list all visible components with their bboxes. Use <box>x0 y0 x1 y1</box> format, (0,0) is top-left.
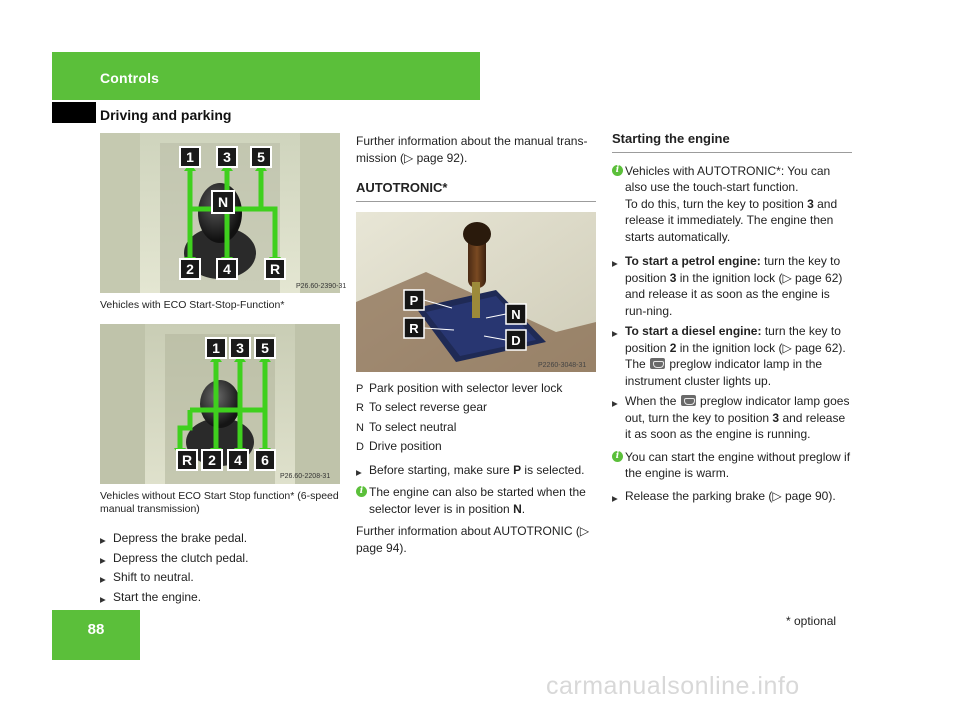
info-text: To do this, turn the key to position 3 and release it immediately. The engine then starts automatically. <box>625 196 838 244</box>
figure-code: P26.60-2390-31 <box>296 283 347 290</box>
heading-autotronic: AUTOTRONIC* <box>356 180 596 202</box>
preglow-icon <box>650 358 665 369</box>
position-list <box>356 380 596 456</box>
column-autotronic <box>356 133 596 560</box>
position-key: D <box>356 441 364 453</box>
figure-code: P26.60-2208-31 <box>280 473 331 480</box>
position-row <box>356 380 596 398</box>
position-label: D <box>511 332 521 348</box>
info-note: i The engine can also be started when the selector lever is in position N. <box>356 484 596 517</box>
info-icon: i <box>356 486 367 497</box>
gear-label: 1 <box>212 340 220 356</box>
info-note <box>612 163 852 246</box>
figure-caption: Vehicles with ECO Start-Stop-Function* <box>100 299 285 311</box>
section-marker <box>52 102 96 123</box>
step-item: ▶ Shift to neutral. <box>100 569 340 586</box>
step-item: ▶ Before starting, make sure P is selected. <box>356 462 596 479</box>
info-text: You can start the engine without preglow if the engine is warm. <box>625 449 851 480</box>
column-starting-engine <box>612 131 852 507</box>
subsection-title: Driving and parking <box>100 107 232 123</box>
position-key: R <box>356 402 364 414</box>
footnote: * optional <box>786 614 837 628</box>
info-note <box>612 449 852 482</box>
position-label: N <box>511 306 521 322</box>
info-icon: i <box>612 165 623 176</box>
shift-diagram-6speed <box>100 324 340 484</box>
step-preglow: ▶ When the preglow indicator lamp goes out, turn the key to position 3 and release it as soon as the engine is running. <box>612 393 852 443</box>
step-diesel: ▶ To start a diesel engine: turn the key to position 2 in the ignition lock (▷ page 62). The preglow indicator lamp in the instrument cluster lights up. <box>612 323 852 389</box>
selector-lever-photo <box>356 212 596 372</box>
position-key: N <box>356 421 364 434</box>
info-text: Vehicles with AUTOTRONIC*: You can also use the touch-start function. <box>625 163 831 194</box>
step-item: ▶ Start the engine. <box>100 589 340 606</box>
paragraph-manual-ref: Further information about the manual trans-mission (▷ page 92). <box>356 134 588 165</box>
position-label: R <box>409 320 419 336</box>
position-text: To select reverse gear <box>369 400 488 414</box>
step-petrol: ▶ To start a petrol engine: turn the key to position 3 in the ignition lock (▷ page 62) and release it as soon as the engine is run-ning. <box>612 253 852 319</box>
heading-starting-engine: Starting the engine <box>612 131 852 153</box>
preglow-icon <box>681 395 696 406</box>
gear-label: 3 <box>223 149 231 165</box>
gear-label: 5 <box>261 340 269 356</box>
step-item: ▶ Depress the clutch pedal. <box>100 550 340 567</box>
position-row <box>356 419 596 437</box>
page-number: 88 <box>87 621 105 638</box>
gear-label: R <box>269 261 281 277</box>
position-text: Drive position <box>369 439 442 453</box>
paragraph-autotronic-ref: Further information about AUTOTRONIC (▷ page 94). <box>356 524 590 555</box>
position-row <box>356 438 596 456</box>
column-manual <box>100 133 347 608</box>
figure-autotronic-selector <box>356 212 596 372</box>
gear-label: 5 <box>257 149 265 165</box>
gear-label: 4 <box>234 452 242 468</box>
position-text: Park position with selector lever lock <box>369 380 563 395</box>
gear-label: 1 <box>186 149 194 165</box>
step-release-brake: ▶ Release the parking brake (▷ page 90). <box>612 488 852 505</box>
gear-label: R <box>181 452 193 468</box>
position-label: P <box>409 292 419 308</box>
gear-label: 3 <box>236 340 244 356</box>
step-list <box>100 530 340 605</box>
position-row <box>356 399 596 417</box>
info-icon: i <box>612 451 623 462</box>
gear-label: 2 <box>186 261 194 277</box>
position-key: P <box>356 382 364 395</box>
position-text: To select neutral <box>369 419 457 434</box>
figure-caption: Vehicles without ECO Start Stop function* (6-speed manual transmission) <box>100 490 339 515</box>
gear-label: N <box>217 194 229 210</box>
figure-code: P2260-3048-31 <box>538 361 587 369</box>
step-item: ▶ Depress the brake pedal. <box>100 530 340 547</box>
section-title: Controls <box>100 70 160 86</box>
gear-label: 6 <box>261 452 269 468</box>
figure-eco-shift-pattern <box>100 133 347 293</box>
watermark: carmanualsonline.info <box>546 672 800 700</box>
shift-diagram-eco <box>100 133 347 293</box>
gear-label: 4 <box>223 261 231 277</box>
figure-6speed-shift-pattern <box>100 324 340 484</box>
gear-label: 2 <box>208 452 216 468</box>
page-number-tab <box>52 610 140 660</box>
